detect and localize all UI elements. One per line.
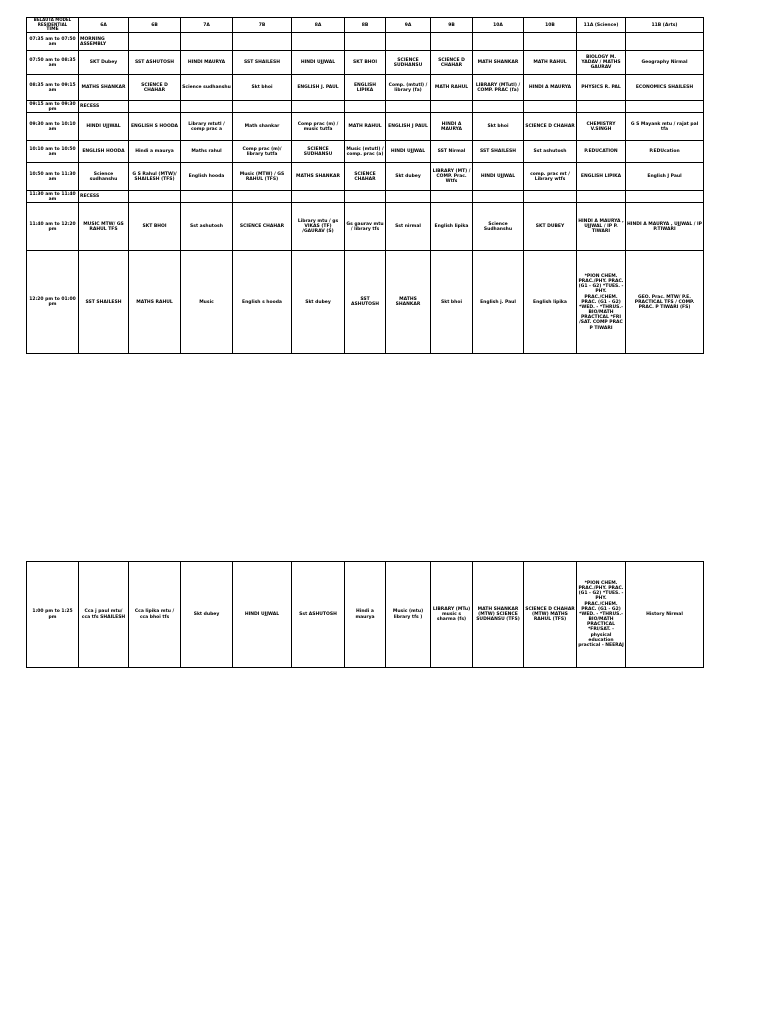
period-cell: P.EDUCATION: [577, 141, 626, 163]
period-cell: MATH RAHUL: [345, 113, 386, 141]
period-cell: ENGLISH J PAUL: [386, 113, 431, 141]
period-cell: HINDI UJJWAL: [233, 562, 292, 668]
table-row: [27, 113, 704, 141]
period-cell: [386, 101, 431, 113]
table-row: [27, 141, 704, 163]
period-cell: MATHS SHANKAR: [292, 163, 345, 191]
period-cell: [431, 191, 473, 203]
period-cell: SCIENCE SUDHANSU: [292, 141, 345, 163]
period-cell: [577, 191, 626, 203]
period-cell: Hindi a maurya: [345, 562, 386, 668]
column-header: 7B: [233, 18, 292, 33]
period-cell: [524, 191, 577, 203]
period-cell: ENGLISH LIPIKA: [345, 75, 386, 101]
period-cell: Sst ASHUTOSH: [292, 562, 345, 668]
table-row: [27, 163, 704, 191]
period-cell: [292, 191, 345, 203]
period-cell: RECESS: [79, 191, 129, 203]
table-row: [27, 101, 704, 113]
period-cell: [129, 33, 181, 51]
period-cell: Skt bhoi: [473, 113, 524, 141]
table-row: [27, 251, 704, 354]
period-cell: Music (mtutl) / comp. prac (a): [345, 141, 386, 163]
table-row: [27, 562, 704, 668]
period-cell: Science sudhanshu: [181, 75, 233, 101]
period-cell: BIOLOGY M. YADAV / MATHS GAURAV: [577, 51, 626, 75]
period-cell: [524, 33, 577, 51]
period-cell: English lipika: [524, 251, 577, 354]
period-cell: HINDI A MAURYA: [524, 75, 577, 101]
period-cell: Geography Nirmal: [626, 51, 704, 75]
column-header: 8A: [292, 18, 345, 33]
period-cell: SST SHAILESH: [473, 141, 524, 163]
timetable-main: [26, 17, 704, 354]
period-cell: SCIENCE D CHAHAR (MTW) MATHS RAHUL (TFS): [524, 562, 577, 668]
period-cell: MATH RAHUL: [524, 51, 577, 75]
period-cell: HINDI A MAURYA , UJJWAL / IP P. TIWARI: [577, 203, 626, 251]
period-cell: SKT Dubey: [79, 51, 129, 75]
period-cell: Music (MTW) / GS RAHUL (TFS): [233, 163, 292, 191]
period-cell: [626, 33, 704, 51]
time-slot-cell: 10:50 am to 11:30 am: [27, 163, 79, 191]
period-cell: G S Rahul (MTW)/ SHAILESH (TFS): [129, 163, 181, 191]
period-cell: [129, 101, 181, 113]
period-cell: History Nirmal: [626, 562, 704, 668]
period-cell: [345, 33, 386, 51]
period-cell: *PION CHEM. PRAC./PHY. PRAC. (G1 - G2) *TUES. - PHY. PRAC./CHEM. PRAC. (G1 - G2) *WED. - *THRUS.- BIO/MATH PRACTICAL *FRI/SAT. - physical education practical - NEERAJ: [577, 562, 626, 668]
period-cell: [233, 191, 292, 203]
period-cell: G S Mayank mtu / rajat pal tfa: [626, 113, 704, 141]
column-header: 6B: [129, 18, 181, 33]
period-cell: [524, 101, 577, 113]
table-row: [27, 51, 704, 75]
period-cell: SCIENCE D CHAHAR: [431, 51, 473, 75]
period-cell: PHYSICS R. PAL: [577, 75, 626, 101]
column-header: 10A: [473, 18, 524, 33]
period-cell: English j. Paul: [473, 251, 524, 354]
period-cell: Skt dubey: [181, 562, 233, 668]
period-cell: MATH SHANKAR (MTW) SCIENCE SUDHANSU (TFS): [473, 562, 524, 668]
period-cell: MORNING ASSEMBLY: [79, 33, 129, 51]
column-header: 9A: [386, 18, 431, 33]
period-cell: SST ASHUTOSH: [129, 51, 181, 75]
period-cell: English s hooda: [233, 251, 292, 354]
timetable-continued: [26, 561, 704, 668]
period-cell: Library mtutl / comp prac a: [181, 113, 233, 141]
period-cell: HINDI A MAURYA , UJJWAL / IP P.TIWARI: [626, 203, 704, 251]
period-cell: [626, 191, 704, 203]
table-row: [27, 33, 704, 51]
period-cell: MATHS SHANKAR: [386, 251, 431, 354]
period-cell: [233, 101, 292, 113]
period-cell: CHEMISTRY V.SINGH: [577, 113, 626, 141]
period-cell: HINDI UJJWAL: [79, 113, 129, 141]
time-slot-cell: 1:00 pm to 1:25 pm: [27, 562, 79, 668]
time-slot-cell: 07:50 am to 08:35 am: [27, 51, 79, 75]
period-cell: SST SHAILESH: [233, 51, 292, 75]
period-cell: Library mtu / gs VIKAS (TF) /GAURAV (S): [292, 203, 345, 251]
period-cell: [292, 101, 345, 113]
period-cell: [233, 33, 292, 51]
period-cell: RECESS: [79, 101, 129, 113]
header-row: [27, 18, 704, 33]
table-row: [27, 75, 704, 101]
period-cell: [577, 101, 626, 113]
period-cell: Math shankar: [233, 113, 292, 141]
school-title: BELAUTA MODEL RESIDENTIAL: [33, 17, 72, 27]
period-cell: [181, 33, 233, 51]
period-cell: Skt bhoi: [233, 75, 292, 101]
period-cell: MATH SHANKAR: [473, 51, 524, 75]
period-cell: HINDI MAURYA: [181, 51, 233, 75]
period-cell: Comp. (mtutl) / library (fa): [386, 75, 431, 101]
period-cell: Sst nirmal: [386, 203, 431, 251]
period-cell: MATHS RAHUL: [129, 251, 181, 354]
period-cell: SST SHAILESH: [79, 251, 129, 354]
column-header: 10B: [524, 18, 577, 33]
period-cell: ECONOMICS SHAILESH: [626, 75, 704, 101]
period-cell: [431, 33, 473, 51]
period-cell: HINDI A MAURYA: [431, 113, 473, 141]
period-cell: [345, 101, 386, 113]
period-cell: Skt dubey: [292, 251, 345, 354]
period-cell: Cca lipika mtu / cca bhoi tfs: [129, 562, 181, 668]
period-cell: Sst ashutosh: [524, 141, 577, 163]
period-cell: SCIENCE SUDHANSU: [386, 51, 431, 75]
period-cell: MATH RAHUL: [431, 75, 473, 101]
period-cell: English hooda: [181, 163, 233, 191]
period-cell: Comp prac (m)/ library tutfa: [233, 141, 292, 163]
period-cell: SKT BHOI: [129, 203, 181, 251]
period-cell: [386, 33, 431, 51]
period-cell: SCIENCE D CHAHAR: [129, 75, 181, 101]
period-cell: English J Paul: [626, 163, 704, 191]
period-cell: Sst ashutosh: [181, 203, 233, 251]
period-cell: SST Nirmal: [431, 141, 473, 163]
period-cell: [129, 191, 181, 203]
period-cell: MATHS SHANKAR: [79, 75, 129, 101]
column-header: 9B: [431, 18, 473, 33]
period-cell: SKT DUBEY: [524, 203, 577, 251]
period-cell: SCIENCE CHAHAR: [233, 203, 292, 251]
column-header: 6A: [79, 18, 129, 33]
time-slot-cell: 10:10 am to 10:50 am: [27, 141, 79, 163]
period-cell: [345, 191, 386, 203]
time-slot-cell: 11:40 am to 12:20 pm: [27, 203, 79, 251]
period-cell: Music (mtu) library tfs ): [386, 562, 431, 668]
table-row: [27, 191, 704, 203]
period-cell: SKT BHOI: [345, 51, 386, 75]
period-cell: [386, 191, 431, 203]
period-cell: [473, 33, 524, 51]
period-cell: Science Sudhanshu: [473, 203, 524, 251]
time-slot-cell: 09:15 am to 09:30 pm: [27, 101, 79, 113]
period-cell: LIBRARY (MTutl) / COMP. PRAC (fa): [473, 75, 524, 101]
period-cell: [473, 191, 524, 203]
time-slot-cell: 11:30 am to 11:40 am: [27, 191, 79, 203]
period-cell: [181, 191, 233, 203]
period-cell: ENGLISH LIPIKA: [577, 163, 626, 191]
period-cell: Comp prac (m) / music tutfa: [292, 113, 345, 141]
period-cell: Skt bhoi: [431, 251, 473, 354]
period-cell: P.EDUcation: [626, 141, 704, 163]
period-cell: Cca j paul mtu/ cca tfs SHAILESH: [79, 562, 129, 668]
period-cell: [181, 101, 233, 113]
period-cell: HINDI UJJWAL: [386, 141, 431, 163]
header-time-cell: [27, 18, 79, 33]
time-slot-cell: 08:35 am to 09:15 am: [27, 75, 79, 101]
time-slot-cell: 09:30 am to 10:10 am: [27, 113, 79, 141]
period-cell: *PION CHEM. PRAC./PHY. PRAC. (G1 - G2) *TUES. - PHY. PRAC./CHEM. PRAC. (G1 - G2) *WED. - *THRUS.- BIO/MATH PRACTICAL *FRI /SAT. COMP PRAC P TIWARI: [577, 251, 626, 354]
time-slot-cell: 07:35 am to 07:50 am: [27, 33, 79, 51]
period-cell: [431, 101, 473, 113]
period-cell: [577, 33, 626, 51]
period-cell: [292, 33, 345, 51]
table-row: [27, 203, 704, 251]
period-cell: Maths rahul: [181, 141, 233, 163]
period-cell: English lipika: [431, 203, 473, 251]
period-cell: SCIENCE D CHAHAR: [524, 113, 577, 141]
period-cell: SCIENCE CHAHAR: [345, 163, 386, 191]
period-cell: SST ASHUTOSH: [345, 251, 386, 354]
period-cell: Hindi a maurya: [129, 141, 181, 163]
period-cell: [473, 101, 524, 113]
period-cell: LIBRARY (MTu) music s sharma (fs): [431, 562, 473, 668]
period-cell: GEO. Prac. MTW/ P.E. PRACTICAL TFS / COMP. PRAC. P TIWARI (FS): [626, 251, 704, 354]
column-header: 11B (Arts): [626, 18, 704, 33]
period-cell: ENGLISH HOODA: [79, 141, 129, 163]
period-cell: Science sudhanshu: [79, 163, 129, 191]
column-header: 7A: [181, 18, 233, 33]
column-header: TIME: [46, 27, 59, 33]
period-cell: Gs gaurav mtu / library tfs: [345, 203, 386, 251]
period-cell: HINDI UJJWAL: [292, 51, 345, 75]
column-header: 8B: [345, 18, 386, 33]
period-cell: comp. prac mt / Library wtfs: [524, 163, 577, 191]
period-cell: LIBRARY (MT) / COMP. Prac. Wtfs: [431, 163, 473, 191]
period-cell: ENGLISH S HOODA: [129, 113, 181, 141]
period-cell: Skt dubey: [386, 163, 431, 191]
column-header: 11A (Science): [577, 18, 626, 33]
period-cell: HINDI UJJWAL: [473, 163, 524, 191]
period-cell: MUSIC MTW/ GS RAHUL TFS: [79, 203, 129, 251]
period-cell: ENGLISH J. PAUL: [292, 75, 345, 101]
time-slot-cell: 12:20 pm to 01:00 pm: [27, 251, 79, 354]
period-cell: Music: [181, 251, 233, 354]
period-cell: [626, 101, 704, 113]
